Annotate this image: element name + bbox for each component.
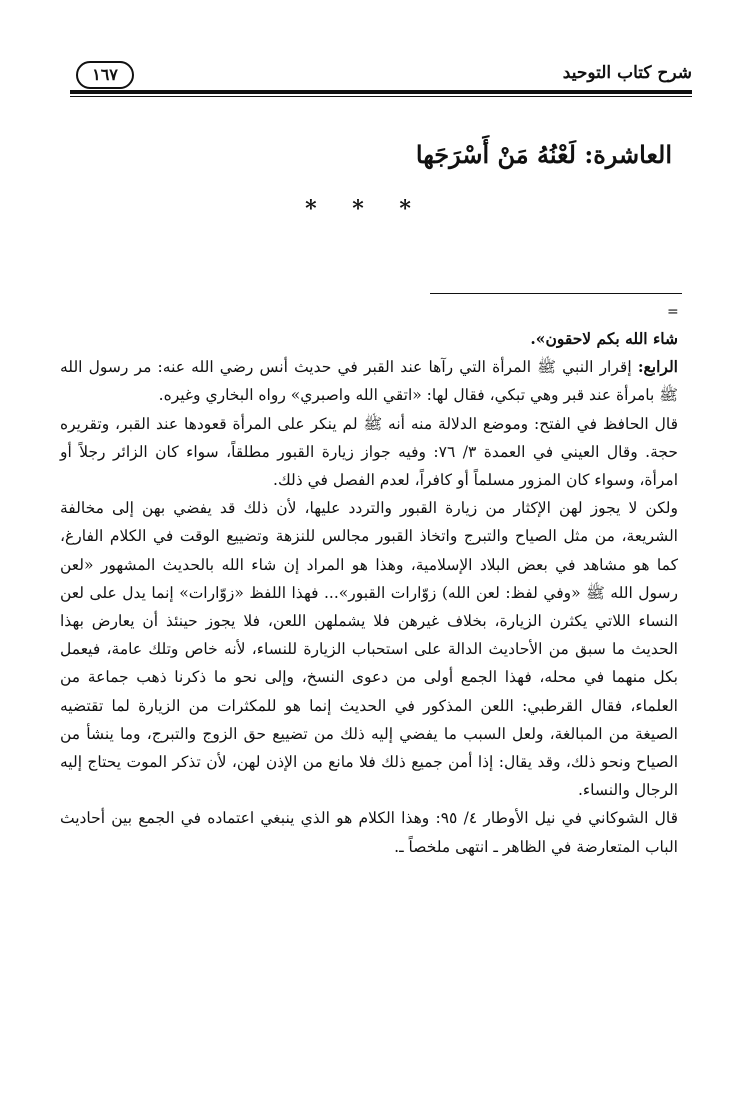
footnote-paragraph-2 <box>60 353 678 409</box>
header-rule-thick <box>70 90 692 94</box>
section-heading <box>416 140 672 169</box>
header-rule-thin <box>70 96 692 97</box>
heading-label: العاشرة: <box>584 140 672 169</box>
footnote-paragraph-5: قال الشوكاني في نيل الأوطار ٤/ ٩٥: وهذا الكلام هو الذي ينبغي اعتماده في الجمع بين أحاديث الباب المتعارضة في الظاهر ـ انتهى ملخصاً ـ. <box>60 809 678 856</box>
footnote-paragraph-4: ولكن لا يجوز لهن الإكثار من زيارة القبور والتردد عليها، لأن ذلك قد يفضي بهن إلى مخالفة الشريعة، من مثل الصياح والتبرج واتخاذ القبور مجالس للنزهة وتضييع الوقت في الكلام الفارغ، كما هو مشاهد في بعض البلاد الإسلامية، وهذا هو المراد إن شاء الله بالحديث المشهور «لعن رسول الله ﷺ «وفي لفظ: لعن الله) زوّارات القبور»... فهذا اللفظ «زوّارات» إنما يدل على لعن النساء اللاتي يكثرن الزيارة، بخلاف غيرهن فلا يشملهن اللعن، فلا يجوز حينئذ أن يعارض بهذا الحديث ما سبق من الأحاديث الدالة على استحباب الزيارة للنساء، لأنه خاص وتلك عامة، فيعمل بكل منهما في محله، فهذا الجمع أولى من دعوى النسخ، وإلى نحو ما ذكرنا ذهب جماعة من العلماء، فقال القرطبي: اللعن المذكور في الحديث إنما هو للمكثرات من الزيارة لما تقتضيه الصيغة من المبالغة، ولعل السبب ما يفضي إليه ذلك من تضييع حق الزوج والتبرج، وما ينشأ من الصياح ونحو ذلك، وقد يقال: إذا أمن جميع ذلك فلا مانع من الإذن لهن، لأن تذكر الموت يحتاج إليه الرجال والنساء. <box>60 499 678 800</box>
footnote-paragraph-3: قال الحافظ في الفتح: وموضع الدلالة منه أنه ﷺ لم ينكر على المرأة قعودها عند القبر، وتقريره حجة. وقال العيني في العمدة ٣/ ٧٦: وفيه جواز زيارة القبور مطلقاً، سواء كان الزائر رجلاً أو امرأة، وسواء كان المزور مسلماً أو كافراً، لعدم الفصل في ذلك. <box>60 414 678 490</box>
running-title: شرح كتاب التوحيد <box>562 63 692 83</box>
section-separator: * * * <box>305 196 425 222</box>
footnote-paragraph-2-text: إقرار النبي ﷺ المرأة التي رآها عند القبر في حديث أنس رضي الله عنه: مر رسول الله ﷺ بامرأة عند قبر وهي تبكي، فقال لها: «اتقي الله واصبري» رواه البخاري وغيره. <box>60 358 678 405</box>
page-header <box>70 55 692 95</box>
footnote-paragraph-1: شاء الله بكم لاحقون». <box>530 329 678 348</box>
page-number: ١٦٧ <box>76 61 134 89</box>
footnote-continuation-mark: = <box>667 304 679 320</box>
footnote-body <box>60 325 678 861</box>
footnote-item-label: الرابع: <box>637 357 678 377</box>
heading-text: لَعْنُهُ مَنْ أَسْرَجَها <box>415 140 576 169</box>
footnote-rule <box>430 293 682 294</box>
